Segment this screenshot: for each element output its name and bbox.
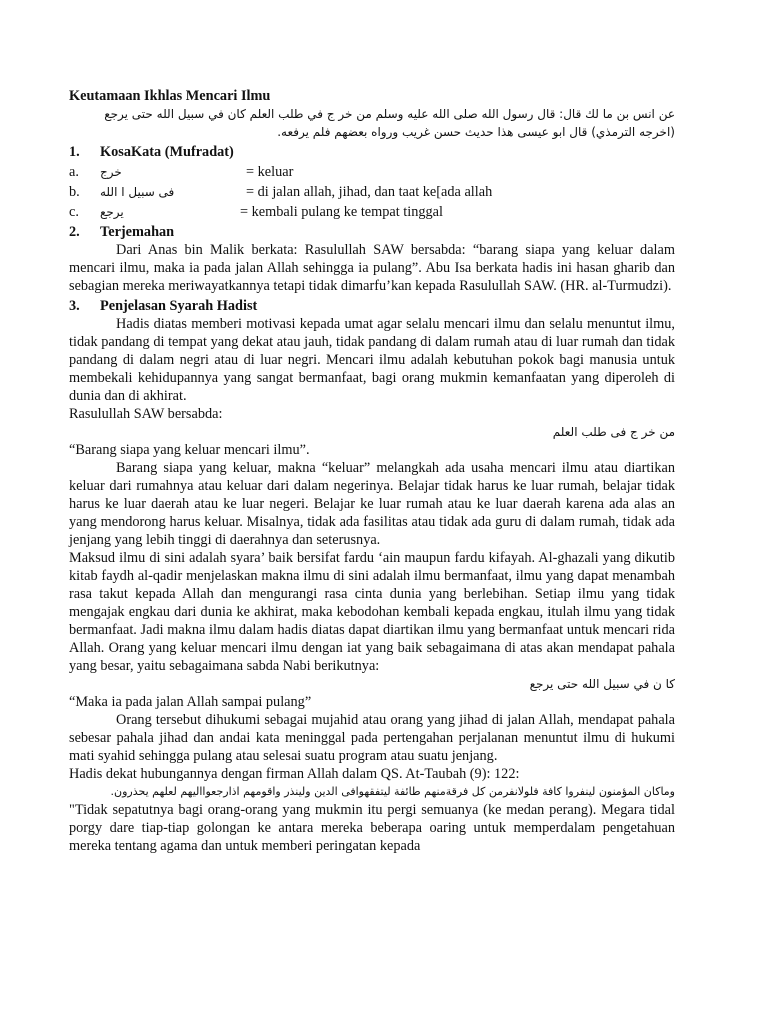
quran-verse-arabic: وماكان المؤمنون لينفروا كافة فلولانفرمن كل فرقةمنهم طائفة ليتفقهوافى الدين ولينذر واقومهم اذارجعوااليهم لعلهم يحذرون. [110, 785, 675, 798]
body-paragraph: Maksud ilmu di sini adalah syara’ baik bersifat fardu ‘ain maupun fardu kifayah. Al-ghazali yang dikutib kitab faydh al-qadir menjelaskan makna ilmu di sini adalah ilmu bermanfaat, ilmu yang dapat menambah rasa takut kepada Allah dan mengurangi rasa cinta dunia yang berlebihan. Setiap ilmu yang tidak mengajak engkau dari dunia ke akhirat, maka kebodohan kembali kepada engkau, itulah ilmu yang tidak bermanfaat. Jadi makna ilmu dalam hadis diatas dapat diartikan ilmu yang bermanfaat untuk mencari rida Allah. Orang yang keluar mencari ilmu dengan iat yang baik sebagaimana di atas akan mendapat pahala yang besar, yaitu sebagaimana sabda Nabi berikutnya: [69, 550, 675, 674]
vocab-letter: b. [69, 184, 80, 200]
hadith-arabic-text: عن انس بن ما لك قال: قال رسول الله صلى الله عليه وسلم من خر ج في طلب العلم كان في سبيل الله حتى يرجع (اخرجه الترمذي) قال ابو عيسى هذا حديث حسن غريب ورواه بعضهم فلم يرفعه. [104, 107, 675, 139]
body-paragraph: Rasulullah SAW bersabda: [69, 406, 223, 422]
vocab-letter: a. [69, 164, 79, 180]
document-title: Keutamaan Ikhlas Mencari Ilmu [69, 88, 271, 104]
section-heading-1 [69, 143, 675, 161]
section-number: 2. [69, 224, 80, 240]
quote-translation: “Barang siapa yang keluar mencari ilmu”. [69, 442, 310, 458]
translation-paragraph: Dari Anas bin Malik berkata: Rasulullah SAW bersabda: “barang siapa yang keluar dalam mencari ilmu, maka ia pada jalan Allah sehingga ia pulang”. Abu Isa berkata hadis ini hasan gharib dan sebagian mereka meriwayatkannya tetapi tidak dimarfu’kan kepada Rasulullah SAW. (HR. al-Turmudzi). [69, 242, 675, 294]
section-title: Terjemahan [100, 224, 175, 240]
body-paragraph: Orang tersebut dihukumi sebagai mujahid atau orang yang jihad di jalan Allah, mendapat pahala sebesar pahala jihad dan andai kata meninggal pada pertengahan perjalanan menuntut ilmu di hukumi mati syahid sehingga pulang atau selesai suatu program atau suatu jenjang. [69, 712, 675, 764]
vocab-row [69, 163, 675, 181]
section-title: Penjelasan Syarah Hadist [100, 298, 258, 314]
section-title: KosaKata (Mufradat) [100, 144, 234, 160]
quote-translation: “Maka ia pada jalan Allah sampai pulang” [69, 694, 312, 710]
section-heading-3 [69, 297, 675, 315]
body-paragraph: Barang siapa yang keluar, makna “keluar” melangkah ada usaha mencari ilmu atau diartikan keluar dari rumahnya atau keluar dari dalam negerinya. Belajar tidak harus ke luar rumah, belajar tidak harus ke luar daerah atau ke luar negeri. Belajar ke luar rumah atau ke luar daerah karena ada alas an yang mendorong harus keluar. Misalnya, tidak ada fasilitas atau tidak ada guru di dalam rumah, tidak ada jenjang yang lebih tinggi di daerahnya dan seterusnya. [69, 460, 675, 548]
vocab-arabic: فى سبيل ا الله [100, 185, 175, 199]
body-paragraph: "Tidak sepatutnya bagi orang-orang yang mukmin itu pergi semuanya (ke medan perang). Megara tidal porgy dare tiap-tiap golongan ke antara mereka beberapa oaring untuk memperdalam pengetahuan mereka tentang agama dan untuk memberi peringatan kepada [69, 802, 675, 854]
vocab-arabic: خرج [100, 165, 122, 179]
section-number: 1. [69, 144, 80, 160]
section-number: 3. [69, 298, 80, 314]
vocab-letter: c. [69, 204, 79, 220]
arabic-quote: من خر ج فى طلب العلم [552, 425, 675, 439]
vocab-meaning: = di jalan allah, jihad, dan taat ke[ada allah [246, 184, 493, 200]
vocab-arabic: يرجع [100, 205, 124, 219]
vocab-meaning: = keluar [246, 164, 294, 180]
body-paragraph: Hadis diatas memberi motivasi kepada umat agar selalu mencari ilmu dan selalu menuntut ilmu, tidak pandang di tempat yang dekat atau jauh, tidak pandang di dalam rumah atau di luar rumah dan tidak pandang di dalam negri atau di luar negri. Mencari ilmu adalah kebutuhan pokok bagi manusia untuk membekali kehidupannya yang sangat bermanfaat, bagi orang mukmin kemanfaatan yang diperoleh di dunia dan di akhirat. [69, 316, 675, 404]
arabic-quote: كا ن في سبيل الله حتى يرجع [529, 677, 675, 691]
section-heading-2 [69, 223, 675, 241]
vocab-row [69, 183, 675, 201]
vocab-meaning: = kembali pulang ke tempat tinggal [240, 204, 444, 220]
body-paragraph: Hadis dekat hubungannya dengan firman Allah dalam QS. At-Taubah (9): 122: [69, 766, 520, 782]
vocab-row [69, 203, 675, 221]
